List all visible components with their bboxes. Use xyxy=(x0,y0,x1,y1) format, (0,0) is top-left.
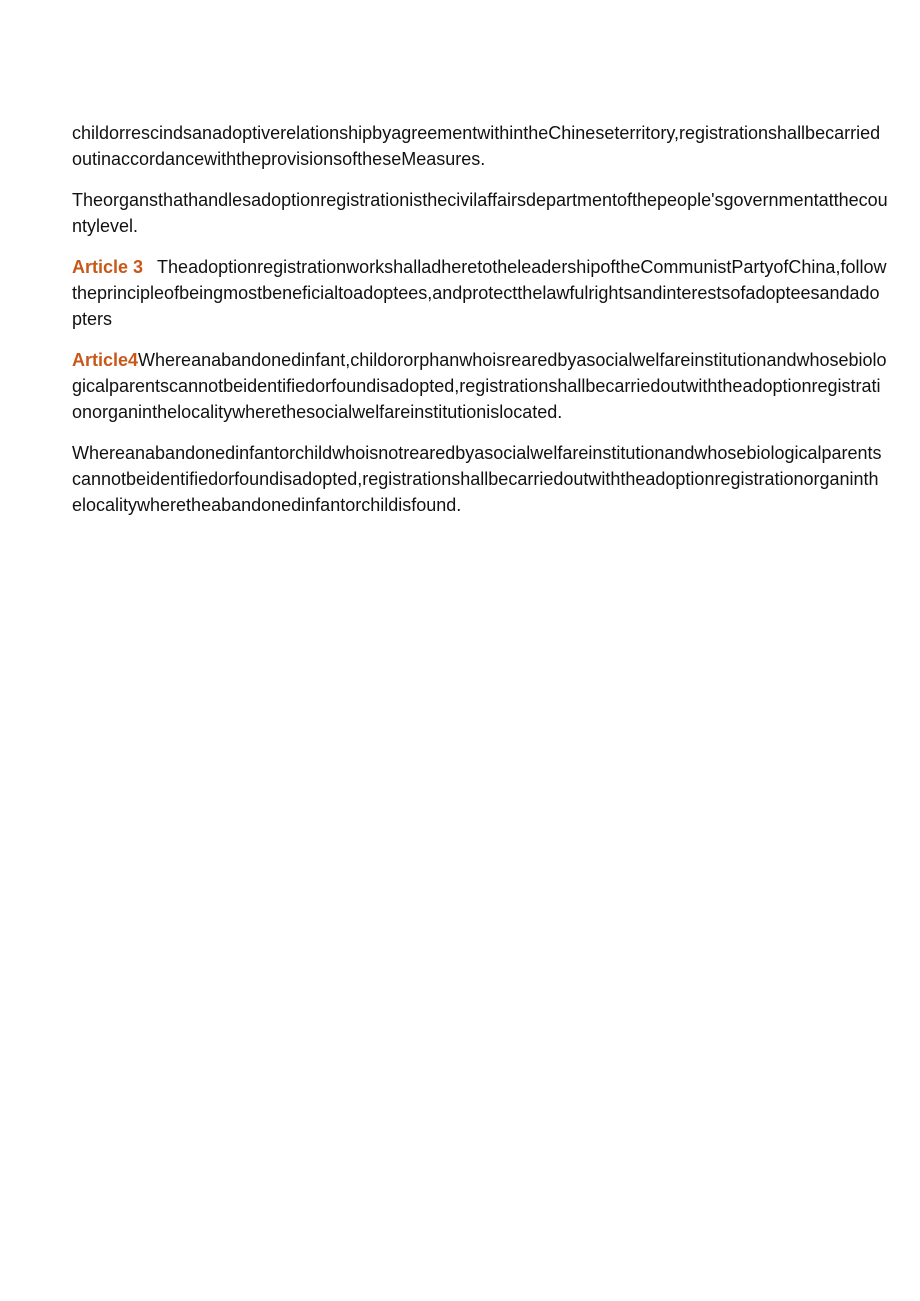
paragraph-text: Whereanabandonedinfant,childororphanwhoisrearedbyasocialwelfareinstitutionandwhosebiologicalparentscannotbeidentifiedorfoundisadopted,registrationshallbecarriedoutwiththeadoptionregistrationorganinthelocalitywherethesocialwelfareinstitutionislocated. xyxy=(72,350,887,422)
paragraph-article-4-continued xyxy=(72,440,888,518)
paragraph-text: childorrescindsanadoptiverelationshipbyagreementwithintheChineseterritory,registrationshallbecarriedoutinaccordancewiththeprovisionsoftheseMeasures. xyxy=(72,123,881,169)
paragraph-registration-organ xyxy=(72,187,888,239)
paragraph-text: Theorgansthathandlesadoptionregistrationisthecivilaffairsdepartmentofthepeople'sgovernmentatthecountylevel. xyxy=(72,190,888,236)
paragraph-text: TheadoptionregistrationworkshalladheretotheleadershipoftheCommunistPartyofChina,followtheprincipleofbeingmostbeneficialtoadoptees,andprotectthelawfulrightsandinterestsofadopteesandadopters xyxy=(72,257,887,329)
article-label: Article4 xyxy=(72,350,139,370)
document-page xyxy=(72,120,888,533)
paragraph-continuation xyxy=(72,120,888,172)
paragraph-text: Whereanabandonedinfantorchildwhoisnotrearedbyasocialwelfareinstitutionandwhosebiologicalparentscannotbeidentifiedorfoundisadopted,registrationshallbecarriedoutwiththeadoptionregistrationorganinthelocalitywheretheabandonedinfantorchildisfound. xyxy=(72,443,882,515)
paragraph-article-3 xyxy=(72,254,888,332)
paragraph-article-4 xyxy=(72,347,888,425)
article-label: Article 3 xyxy=(72,257,144,277)
